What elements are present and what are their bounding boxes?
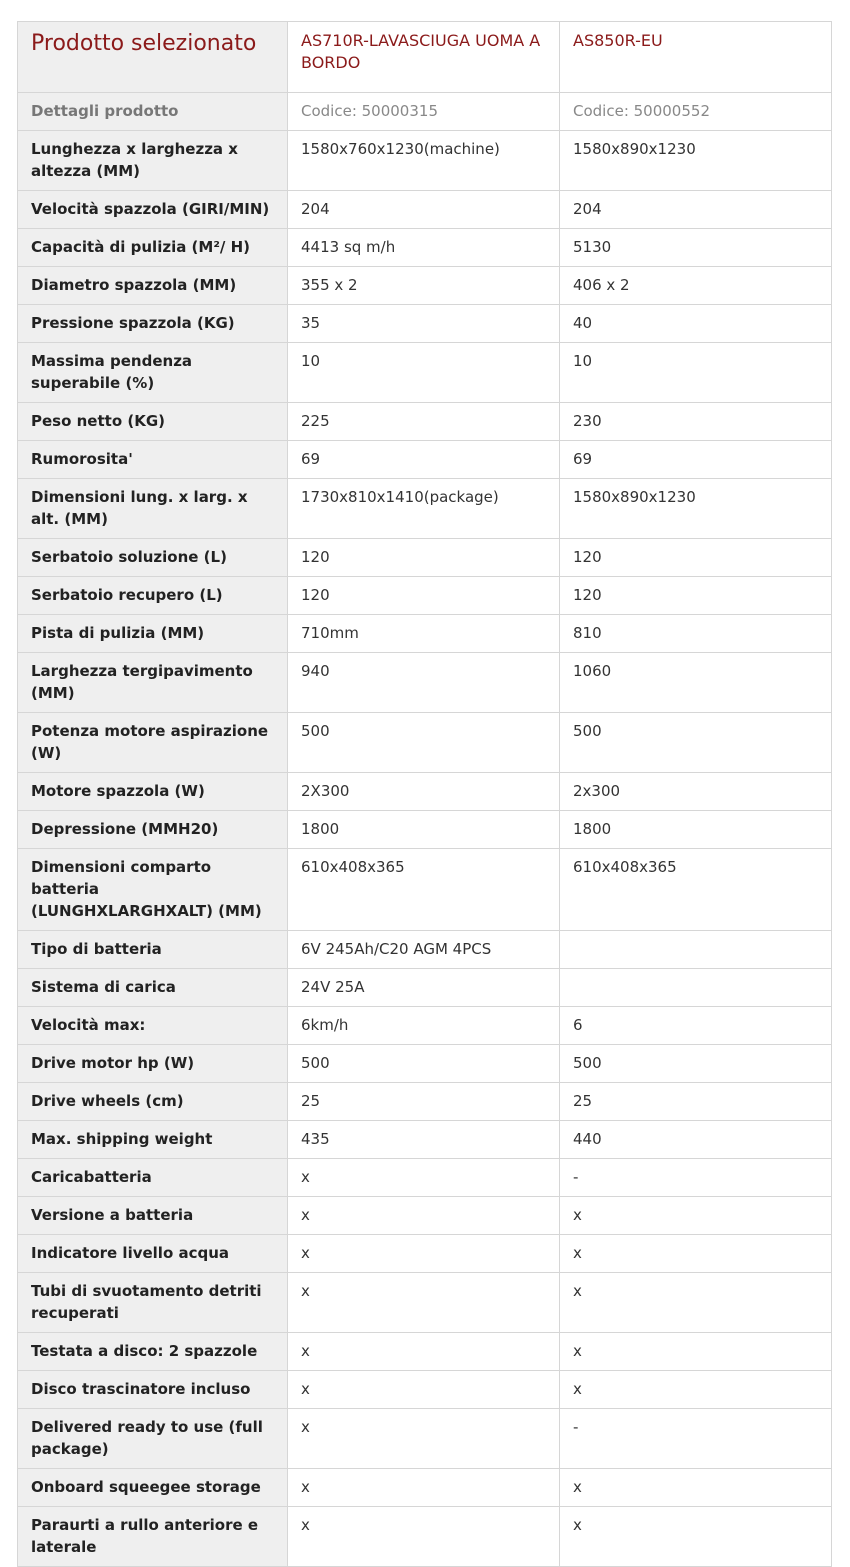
spec-label: Testata a disco: 2 spazzole bbox=[18, 1333, 288, 1371]
spec-row bbox=[18, 1273, 832, 1333]
spec-value-product-2: - bbox=[560, 1409, 832, 1469]
spec-value-product-2: 230 bbox=[560, 403, 832, 441]
spec-value-product-2: 610x408x365 bbox=[560, 849, 832, 931]
spec-label: Velocità spazzola (GIRI/MIN) bbox=[18, 191, 288, 229]
spec-row bbox=[18, 403, 832, 441]
spec-value-product-1: 435 bbox=[288, 1121, 560, 1159]
spec-row bbox=[18, 615, 832, 653]
spec-label: Tubi di svuotamento detriti recuperati bbox=[18, 1273, 288, 1333]
spec-value-product-1: 25 bbox=[288, 1083, 560, 1121]
spec-value-product-1: 710mm bbox=[288, 615, 560, 653]
spec-value-product-2: 1580x890x1230 bbox=[560, 131, 832, 191]
spec-value-product-2: x bbox=[560, 1273, 832, 1333]
spec-value-product-2: x bbox=[560, 1197, 832, 1235]
spec-label: Caricabatteria bbox=[18, 1159, 288, 1197]
spec-label: Paraurti a rullo anteriore e laterale bbox=[18, 1507, 288, 1567]
spec-value-product-1: 35 bbox=[288, 305, 560, 343]
spec-value-product-1: 1580x760x1230(machine) bbox=[288, 131, 560, 191]
spec-row bbox=[18, 343, 832, 403]
spec-value-product-2: 810 bbox=[560, 615, 832, 653]
spec-label: Onboard squeegee storage bbox=[18, 1469, 288, 1507]
spec-value-product-1: 10 bbox=[288, 343, 560, 403]
spec-row bbox=[18, 1469, 832, 1507]
spec-label: Dimensioni lung. x larg. x alt. (MM) bbox=[18, 479, 288, 539]
spec-row bbox=[18, 1235, 832, 1273]
spec-row bbox=[18, 267, 832, 305]
spec-value-product-1: 4413 sq m/h bbox=[288, 229, 560, 267]
details-row bbox=[18, 93, 832, 131]
spec-value-product-1: x bbox=[288, 1159, 560, 1197]
spec-row bbox=[18, 577, 832, 615]
spec-label: Larghezza tergipavimento (MM) bbox=[18, 653, 288, 713]
product-code-2: Codice: 50000552 bbox=[560, 93, 832, 131]
spec-value-product-1: 1800 bbox=[288, 811, 560, 849]
spec-value-product-1: x bbox=[288, 1197, 560, 1235]
spec-value-product-1: 120 bbox=[288, 577, 560, 615]
spec-row bbox=[18, 849, 832, 931]
details-label: Dettagli prodotto bbox=[18, 93, 288, 131]
spec-row bbox=[18, 441, 832, 479]
spec-value-product-1: 940 bbox=[288, 653, 560, 713]
spec-label: Drive motor hp (W) bbox=[18, 1045, 288, 1083]
spec-value-product-2 bbox=[560, 931, 832, 969]
spec-row bbox=[18, 1409, 832, 1469]
spec-value-product-2: 6 bbox=[560, 1007, 832, 1045]
comparison-table-body bbox=[18, 22, 832, 1567]
spec-value-product-1: 120 bbox=[288, 539, 560, 577]
selected-product-title: Prodotto selezionato bbox=[18, 22, 288, 93]
spec-value-product-2: x bbox=[560, 1469, 832, 1507]
spec-value-product-2: 69 bbox=[560, 441, 832, 479]
spec-value-product-1: x bbox=[288, 1409, 560, 1469]
spec-value-product-2: 1800 bbox=[560, 811, 832, 849]
spec-label: Massima pendenza superabile (%) bbox=[18, 343, 288, 403]
spec-row bbox=[18, 773, 832, 811]
spec-value-product-2: 500 bbox=[560, 713, 832, 773]
spec-label: Drive wheels (cm) bbox=[18, 1083, 288, 1121]
spec-label: Velocità max: bbox=[18, 1007, 288, 1045]
product-name-1[interactable]: AS710R-LAVASCIUGA UOMA A BORDO bbox=[288, 22, 560, 93]
spec-row bbox=[18, 969, 832, 1007]
spec-value-product-2: 120 bbox=[560, 539, 832, 577]
spec-value-product-2: x bbox=[560, 1371, 832, 1409]
spec-value-product-1: x bbox=[288, 1333, 560, 1371]
spec-value-product-1: 6km/h bbox=[288, 1007, 560, 1045]
product-comparison-table bbox=[17, 21, 832, 1567]
product-name-2[interactable]: AS850R-EU bbox=[560, 22, 832, 93]
spec-value-product-2: - bbox=[560, 1159, 832, 1197]
spec-value-product-2: 40 bbox=[560, 305, 832, 343]
product-code-1: Codice: 50000315 bbox=[288, 93, 560, 131]
spec-value-product-1: 24V 25A bbox=[288, 969, 560, 1007]
spec-row bbox=[18, 479, 832, 539]
spec-label: Lunghezza x larghezza x altezza (MM) bbox=[18, 131, 288, 191]
spec-row bbox=[18, 131, 832, 191]
spec-value-product-1: 2X300 bbox=[288, 773, 560, 811]
spec-value-product-2: 25 bbox=[560, 1083, 832, 1121]
spec-value-product-1: 1730x810x1410(package) bbox=[288, 479, 560, 539]
spec-value-product-2: 440 bbox=[560, 1121, 832, 1159]
spec-label: Max. shipping weight bbox=[18, 1121, 288, 1159]
spec-label: Tipo di batteria bbox=[18, 931, 288, 969]
spec-label: Serbatoio soluzione (L) bbox=[18, 539, 288, 577]
spec-label: Pista di pulizia (MM) bbox=[18, 615, 288, 653]
spec-value-product-1: x bbox=[288, 1235, 560, 1273]
spec-value-product-1: 500 bbox=[288, 713, 560, 773]
spec-label: Versione a batteria bbox=[18, 1197, 288, 1235]
spec-value-product-2: 120 bbox=[560, 577, 832, 615]
spec-value-product-1: x bbox=[288, 1507, 560, 1567]
spec-value-product-1: 6V 245Ah/C20 AGM 4PCS bbox=[288, 931, 560, 969]
spec-row bbox=[18, 229, 832, 267]
spec-value-product-1: x bbox=[288, 1469, 560, 1507]
header-row bbox=[18, 22, 832, 93]
spec-row bbox=[18, 1121, 832, 1159]
spec-row bbox=[18, 1507, 832, 1567]
spec-row bbox=[18, 1159, 832, 1197]
spec-label: Diametro spazzola (MM) bbox=[18, 267, 288, 305]
spec-value-product-1: 204 bbox=[288, 191, 560, 229]
spec-row bbox=[18, 1333, 832, 1371]
spec-value-product-1: x bbox=[288, 1371, 560, 1409]
spec-label: Sistema di carica bbox=[18, 969, 288, 1007]
spec-label: Pressione spazzola (KG) bbox=[18, 305, 288, 343]
spec-label: Motore spazzola (W) bbox=[18, 773, 288, 811]
spec-value-product-2: 1580x890x1230 bbox=[560, 479, 832, 539]
spec-value-product-1: 355 x 2 bbox=[288, 267, 560, 305]
spec-value-product-2: 406 x 2 bbox=[560, 267, 832, 305]
spec-row bbox=[18, 539, 832, 577]
comparison-container bbox=[17, 21, 831, 1567]
spec-value-product-2: 204 bbox=[560, 191, 832, 229]
spec-value-product-1: 610x408x365 bbox=[288, 849, 560, 931]
spec-label: Potenza motore aspirazione (W) bbox=[18, 713, 288, 773]
spec-label: Indicatore livello acqua bbox=[18, 1235, 288, 1273]
spec-label: Disco trascinatore incluso bbox=[18, 1371, 288, 1409]
spec-value-product-2 bbox=[560, 969, 832, 1007]
spec-row bbox=[18, 191, 832, 229]
spec-label: Peso netto (KG) bbox=[18, 403, 288, 441]
spec-value-product-1: 225 bbox=[288, 403, 560, 441]
spec-row bbox=[18, 305, 832, 343]
spec-value-product-1: 500 bbox=[288, 1045, 560, 1083]
spec-row bbox=[18, 1371, 832, 1409]
spec-row bbox=[18, 931, 832, 969]
spec-value-product-2: x bbox=[560, 1507, 832, 1567]
spec-label: Delivered ready to use (full package) bbox=[18, 1409, 288, 1469]
spec-row bbox=[18, 811, 832, 849]
spec-row bbox=[18, 713, 832, 773]
spec-row bbox=[18, 1007, 832, 1045]
spec-value-product-2: 10 bbox=[560, 343, 832, 403]
spec-value-product-1: x bbox=[288, 1273, 560, 1333]
spec-row bbox=[18, 653, 832, 713]
spec-value-product-2: x bbox=[560, 1235, 832, 1273]
spec-label: Rumorosita' bbox=[18, 441, 288, 479]
spec-value-product-2: 2x300 bbox=[560, 773, 832, 811]
spec-value-product-2: 5130 bbox=[560, 229, 832, 267]
spec-value-product-1: 69 bbox=[288, 441, 560, 479]
spec-value-product-2: 1060 bbox=[560, 653, 832, 713]
spec-row bbox=[18, 1083, 832, 1121]
spec-label: Dimensioni comparto batteria (LUNGHXLARGHXALT) (MM) bbox=[18, 849, 288, 931]
spec-label: Serbatoio recupero (L) bbox=[18, 577, 288, 615]
spec-value-product-2: x bbox=[560, 1333, 832, 1371]
spec-label: Capacità di pulizia (M²/ H) bbox=[18, 229, 288, 267]
spec-row bbox=[18, 1045, 832, 1083]
spec-label: Depressione (MMH20) bbox=[18, 811, 288, 849]
spec-row bbox=[18, 1197, 832, 1235]
spec-value-product-2: 500 bbox=[560, 1045, 832, 1083]
